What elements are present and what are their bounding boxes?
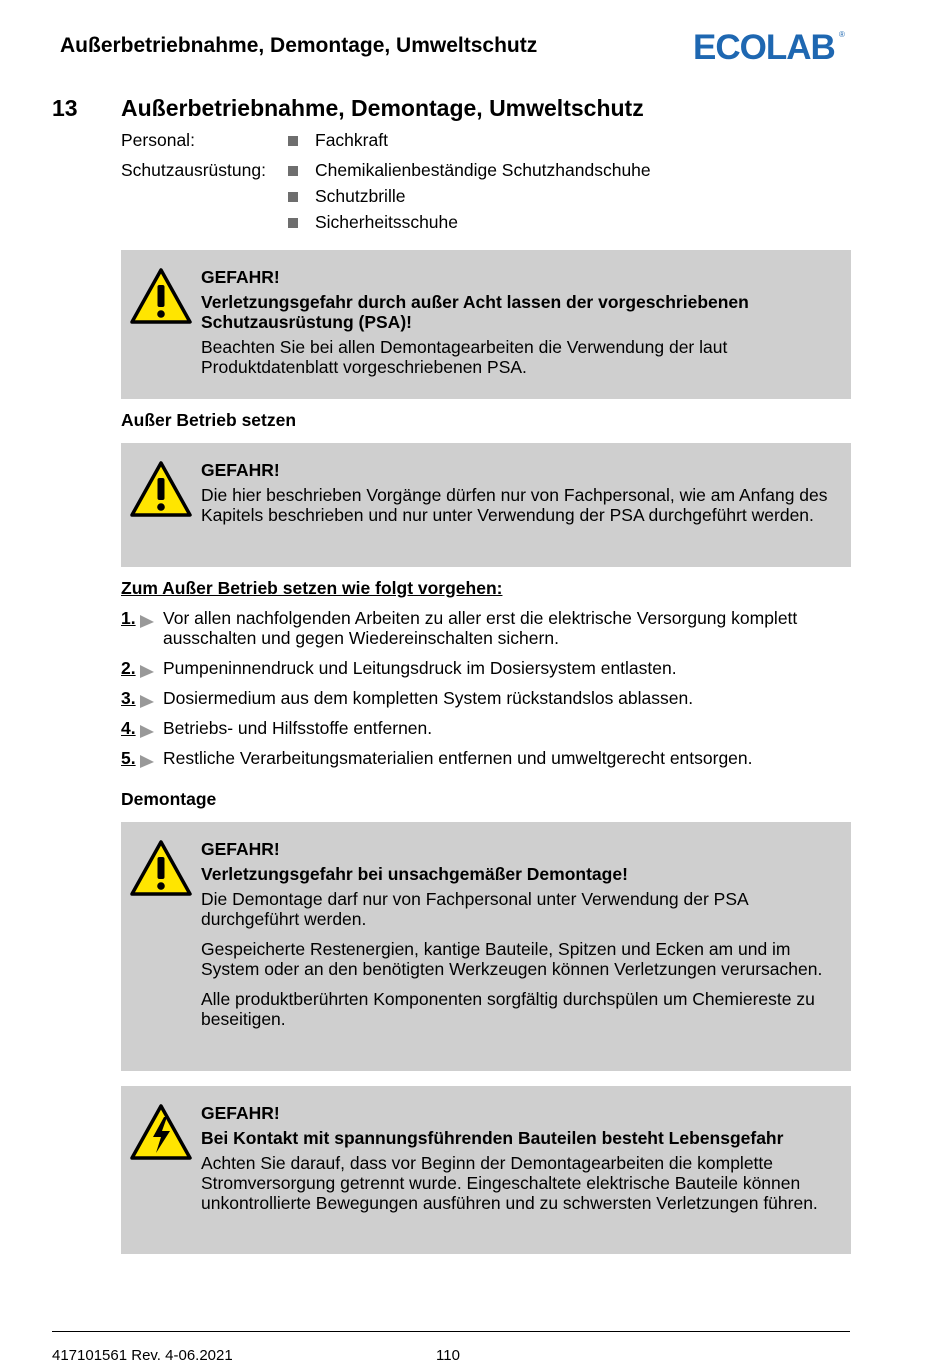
procedure-step	[121, 748, 836, 768]
danger-headline: Verletzungsgefahr bei unsachgemäßer Demontage!	[201, 864, 628, 884]
step-number: 4.	[121, 718, 136, 738]
bullet-square-icon	[288, 192, 298, 202]
bullet-square-icon	[288, 136, 298, 146]
ppe-item: Sicherheitsschuhe	[288, 212, 458, 233]
page-number: 110	[436, 1347, 460, 1364]
warning-triangle-icon	[130, 461, 192, 517]
section-heading-disassembly: Demontage	[121, 789, 217, 809]
signal-word: GEFAHR!	[201, 839, 280, 859]
step-number: 5.	[121, 748, 136, 768]
step-number: 1.	[121, 608, 136, 628]
step-text: Betriebs- und Hilfsstoffe entfernen.	[163, 718, 433, 738]
procedure-title: Zum Außer Betrieb setzen wie folgt vorgehen:	[121, 578, 503, 598]
page-header-title: Außerbetriebnahme, Demontage, Umweltschutz	[60, 34, 538, 57]
procedure-step	[121, 688, 836, 708]
ppe-item: Schutzbrille	[288, 186, 405, 207]
step-arrow-icon	[138, 612, 156, 628]
procedure-step	[121, 658, 836, 678]
step-arrow-icon	[138, 722, 156, 738]
step-text: Pumpeninnendruck und Leitungsdruck im Dosiersystem entlasten.	[163, 658, 677, 678]
ppe-item: Chemikalienbeständige Schutzhandschuhe	[288, 160, 651, 181]
step-arrow-icon	[138, 662, 156, 678]
danger-headline: Verletzungsgefahr durch außer Acht lassen der vorgeschriebenen Schutzausrüstung (PSA)!	[201, 292, 749, 332]
danger-headline: Bei Kontakt mit spannungsführenden Bauteilen besteht Lebensgefahr	[201, 1128, 784, 1148]
danger-text: Die hier beschrieben Vorgänge dürfen nur von Fachpersonal, wie am Anfang des Kapitels beschrieben und nur unter Verwendung der PSA durchgeführt werden.	[201, 485, 828, 525]
section-heading-decommission: Außer Betrieb setzen	[121, 410, 297, 430]
danger-text: Gespeicherte Restenergien, kantige Bauteile, Spitzen und Ecken am und im System oder an den benötigten Werkzeugen können Verletzungen verursachen.	[201, 939, 823, 979]
logo-text: ECOLAB	[693, 28, 835, 64]
step-number: 3.	[121, 688, 136, 708]
step-arrow-icon	[138, 692, 156, 708]
procedure-step	[121, 718, 836, 738]
signal-word: GEFAHR!	[201, 267, 280, 287]
danger-text: Beachten Sie bei allen Demontagearbeiten die Verwendung der laut Produktdatenblatt vorgeschriebenen PSA.	[201, 337, 728, 377]
bullet-square-icon	[288, 166, 298, 176]
warning-triangle-icon	[130, 840, 192, 896]
ecolab-logo	[693, 28, 845, 64]
danger-text: Alle produktberührten Komponenten sorgfältig durchspülen um Chemiereste zu beseitigen.	[201, 989, 815, 1029]
danger-text: Achten Sie darauf, dass vor Beginn der Demontagearbeiten die komplette Stromversorgung getrennt wurde. Eingeschaltete elektrische Bauteile können unkontrollierte Bewegungen ausführen und zu schwersten Verletzungen führen.	[201, 1153, 818, 1213]
signal-word: GEFAHR!	[201, 1103, 280, 1123]
danger-notice	[121, 443, 851, 567]
signal-word: GEFAHR!	[201, 460, 280, 480]
danger-notice	[121, 1086, 851, 1254]
ppe-label: Schutzausrüstung:	[121, 160, 266, 180]
chapter-title: Außerbetriebnahme, Demontage, Umweltschutz	[121, 95, 644, 121]
electrical-hazard-icon	[130, 1104, 192, 1160]
chapter-number: 13	[52, 95, 78, 121]
danger-notice	[121, 250, 851, 399]
svg-text:®: ®	[839, 30, 845, 39]
step-number: 2.	[121, 658, 136, 678]
danger-notice	[121, 822, 851, 1071]
bullet-square-icon	[288, 218, 298, 228]
step-text: Vor allen nachfolgenden Arbeiten zu aller erst die elektrische Versorgung komplett ausschalten und gegen Wiedereinschalten sichern.	[163, 608, 798, 648]
procedure-step	[121, 608, 836, 648]
personnel-label: Personal:	[121, 130, 195, 150]
footer-divider	[52, 1331, 850, 1332]
danger-text: Die Demontage darf nur von Fachpersonal unter Verwendung der PSA durchgeführt werden.	[201, 889, 748, 929]
personnel-item: Fachkraft	[288, 130, 388, 151]
step-text: Restliche Verarbeitungsmaterialien entfernen und umweltgerecht entsorgen.	[163, 748, 753, 768]
warning-triangle-icon	[130, 268, 192, 324]
step-arrow-icon	[138, 752, 156, 768]
document-revision: 417101561 Rev. 4-06.2021	[52, 1347, 233, 1364]
step-text: Dosiermedium aus dem kompletten System rückstandslos ablassen.	[163, 688, 694, 708]
